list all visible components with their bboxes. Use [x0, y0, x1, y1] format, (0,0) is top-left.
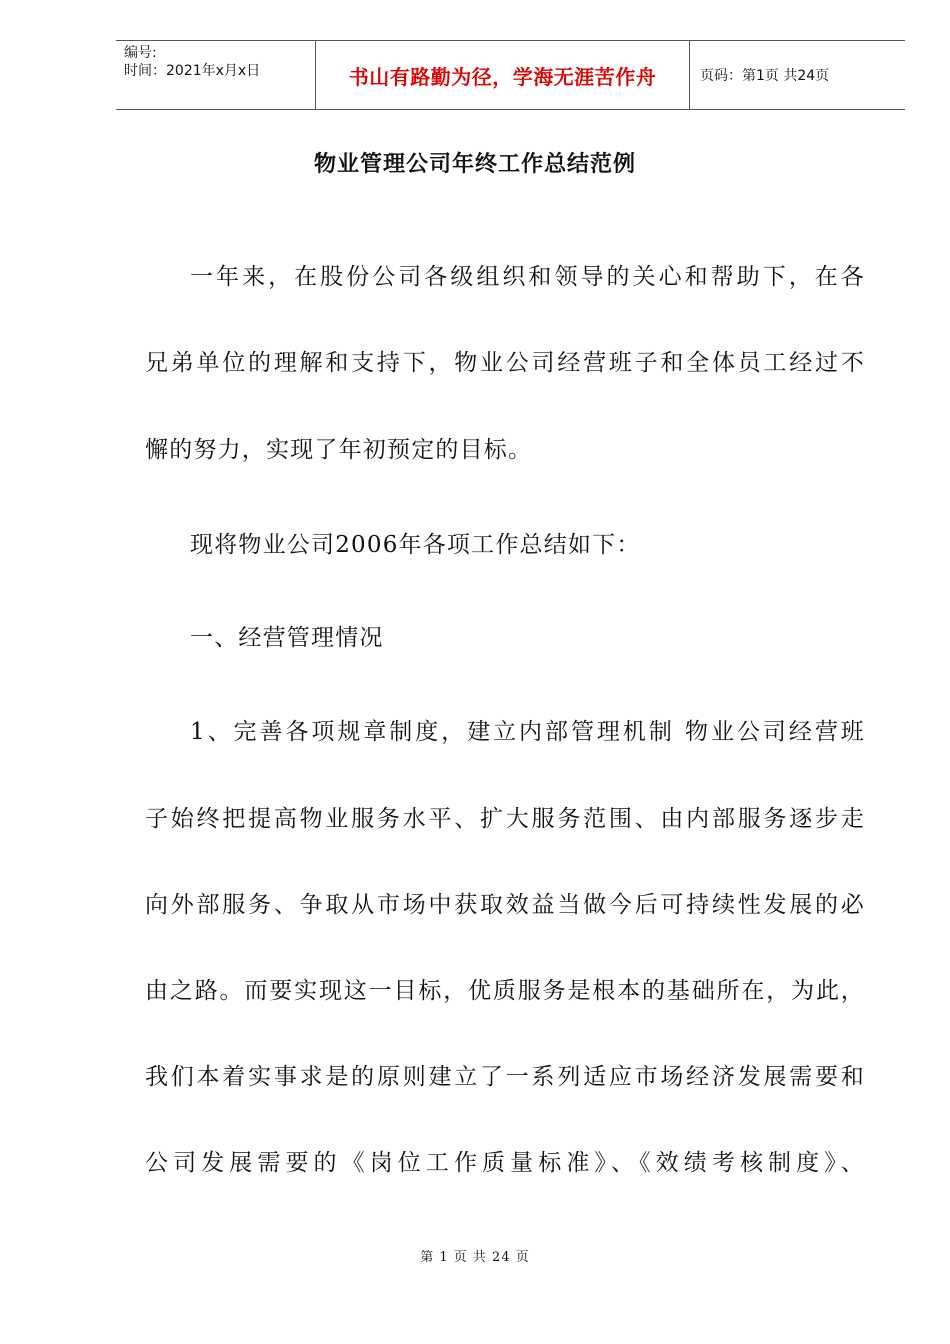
document-title: 物业管理公司年终工作总结范例 — [313, 152, 636, 177]
body-line: 一年来，在股份公司各级组织和领导的关心和帮助下，在各 — [190, 264, 865, 290]
header-motto-cell — [316, 41, 690, 109]
body-line: 1、完善各项规章制度，建立内部管理机制 物业公司经营班 — [190, 719, 865, 745]
body-line: 懈的努力，实现了年初预定的目标。 — [145, 437, 533, 463]
body-line: 现将物业公司2006年各项工作总结如下： — [190, 532, 641, 558]
time-label: 时间：2021年x月x日 — [124, 63, 261, 79]
page-info: 页码：第1页 共24页 — [700, 68, 830, 84]
body-line: 兄弟单位的理解和支持下，物业公司经营班子和全体员工经过不 — [145, 350, 865, 376]
section-heading: 一、经营管理情况 — [190, 625, 384, 651]
body-line: 我们本着实事求是的原则建立了一系列适应市场经济发展需要和 — [145, 1064, 865, 1090]
body-line: 公司发展需要的《岗位工作质量标准》、《效绩考核制度》、 — [145, 1150, 865, 1176]
header-meta-cell — [116, 41, 316, 109]
body-line: 子始终把提高物业服务水平、扩大服务范围、由内部服务逐步走 — [145, 806, 865, 832]
body-line: 向外部服务、争取从市场中获取效益当做今后可持续性发展的必 — [145, 892, 865, 918]
number-label: 编号: — [124, 45, 157, 61]
page-footer: 第 1 页 共 24 页 — [420, 1250, 530, 1265]
header-page-cell — [690, 41, 905, 109]
body-line: 由之路。而要实现这一目标，优质服务是根本的基础所在，为此， — [145, 978, 865, 1004]
motto-text: 书山有路勤为径，学海无涯苦作舟 — [348, 64, 657, 89]
document-header — [116, 40, 905, 110]
